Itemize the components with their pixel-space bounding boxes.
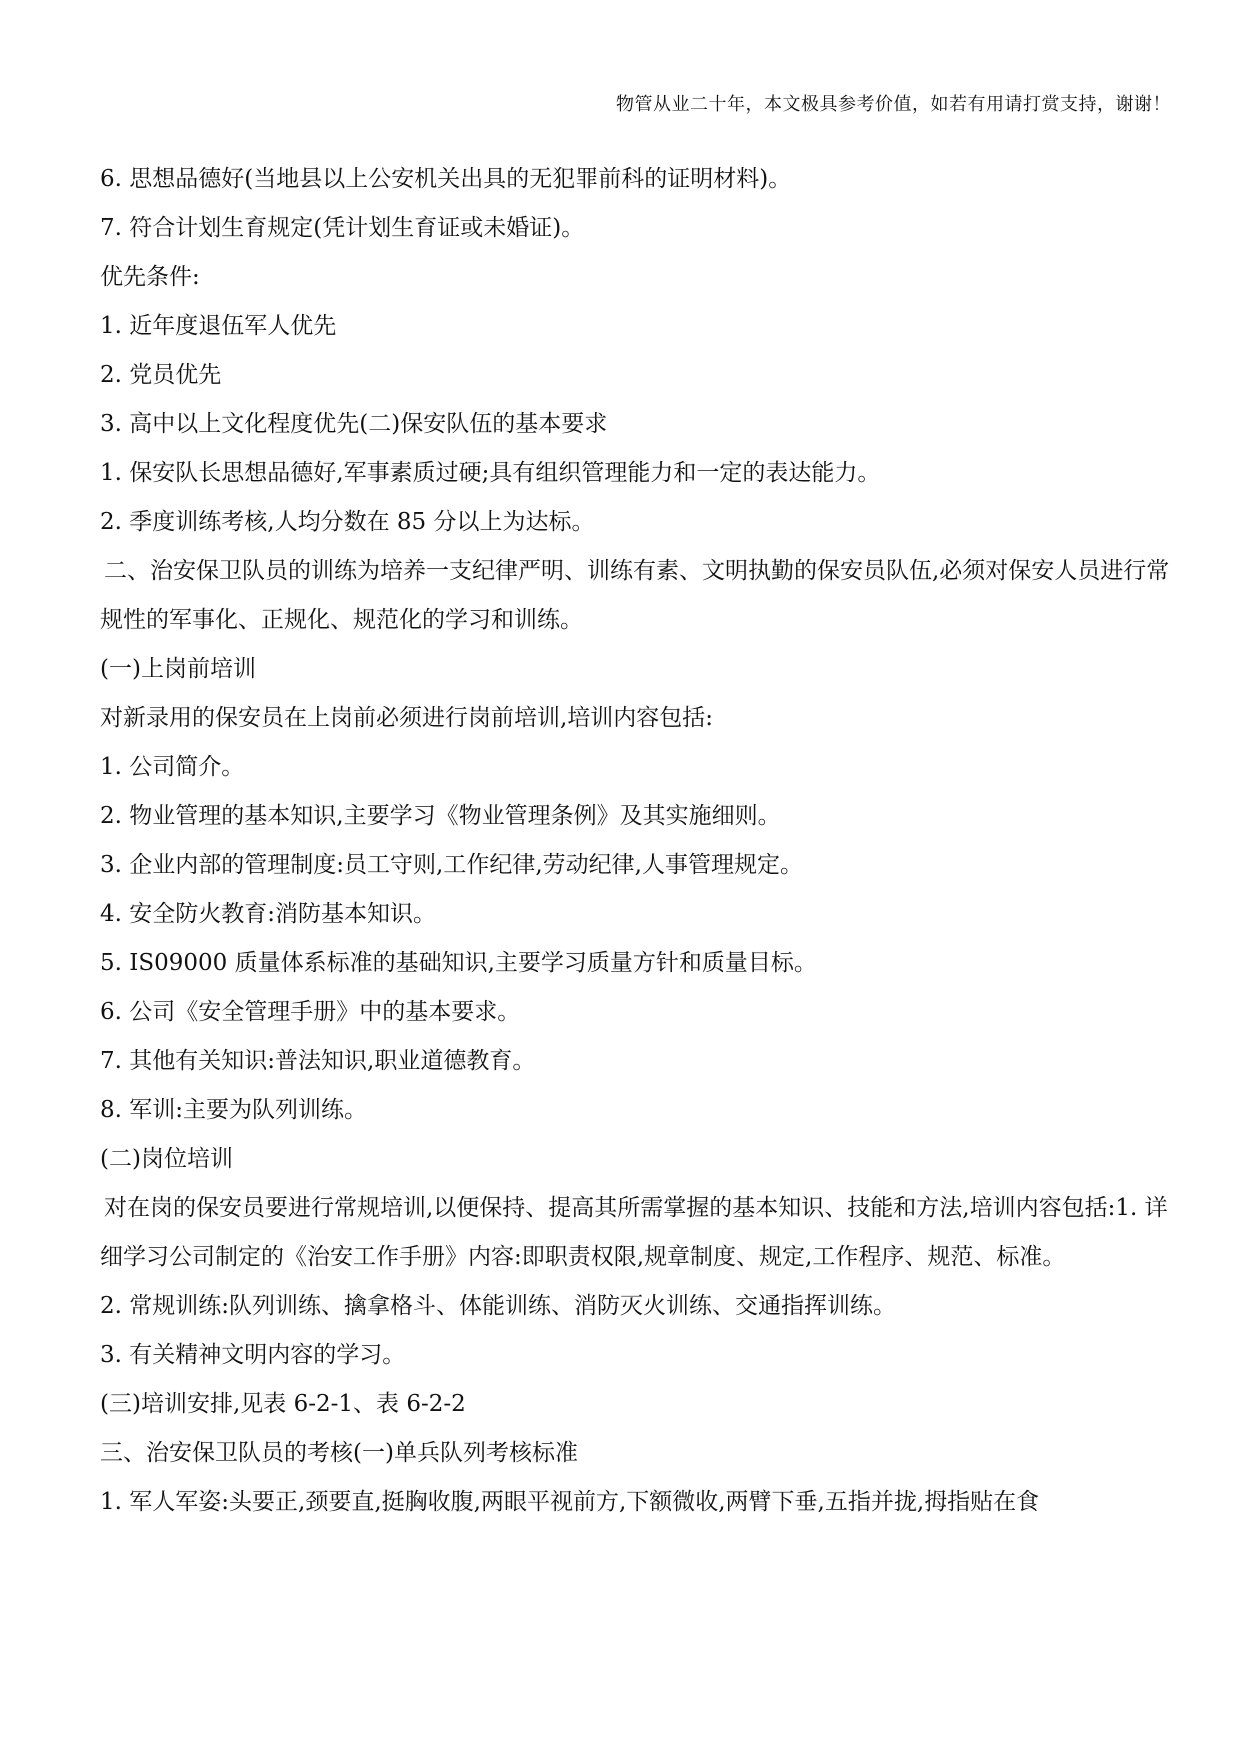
paragraph-team-req-1: 1. 保安队长思想品德好,军事素质过硬;具有组织管理能力和一定的表达能力。 — [100, 460, 881, 486]
paragraph-on-job-3: 3. 有关精神文明内容的学习。 — [100, 1342, 406, 1368]
paragraph-pre-job-2: 2. 物业管理的基本知识,主要学习《物业管理条例》及其实施细则。 — [100, 803, 781, 829]
paragraph-pre-job-5: 5. IS09000 质量体系标准的基础知识,主要学习质量方针和质量目标。 — [100, 950, 817, 976]
paragraph-on-job-2: 2. 常规训练:队列训练、擒拿格斗、体能训练、消防灭火训练、交通指挥训练。 — [100, 1293, 897, 1319]
paragraph-pre-job-3: 3. 企业内部的管理制度:员工守则,工作纪律,劳动纪律,人事管理规定。 — [100, 852, 803, 878]
paragraph-pre-job-6: 6. 公司《安全管理手册》中的基本要求。 — [100, 999, 521, 1025]
paragraph-section-3-heading: 三、治安保卫队员的考核(一)单兵队列考核标准 — [100, 1440, 578, 1466]
paragraph-priority-1: 1. 近年度退伍军人优先 — [100, 313, 337, 339]
paragraph-on-job-intro: 对在岗的保安员要进行常规培训,以便保持、提高其所需掌握的基本知识、技能和方法,培训内容包括:1. 详细学习公司制定的《治安工作手册》内容:即职责权限,规章制度、规定,工作程序、规范、标准。 — [100, 1195, 1168, 1270]
document-body — [100, 155, 1170, 1527]
paragraph-pre-job-1: 1. 公司简介。 — [100, 754, 245, 780]
paragraph-requirement-6: 6. 思想品德好(当地县以上公安机关出具的无犯罪前科的证明材料)。 — [100, 166, 792, 192]
paragraph-pre-job-heading: (一)上岗前培训 — [100, 656, 256, 682]
paragraph-pre-job-intro: 对新录用的保安员在上岗前必须进行岗前培训,培训内容包括: — [100, 705, 714, 731]
paragraph-pre-job-7: 7. 其他有关知识:普法知识,职业道德教育。 — [100, 1048, 536, 1074]
paragraph-pre-job-4: 4. 安全防火教育:消防基本知识。 — [100, 901, 437, 927]
paragraph-pre-job-8: 8. 军训:主要为队列训练。 — [100, 1097, 368, 1123]
paragraph-on-job-heading: (二)岗位培训 — [100, 1146, 233, 1172]
paragraph-team-req-2: 2. 季度训练考核,人均分数在 85 分以上为达标。 — [100, 509, 595, 535]
paragraph-priority-3: 3. 高中以上文化程度优先(二)保安队伍的基本要求 — [100, 411, 608, 437]
paragraph-section-2-intro: 二、治安保卫队员的训练为培养一支纪律严明、训练有素、文明执勤的保安员队伍,必须对保安人员进行常规性的军事化、正规化、规范化的学习和训练。 — [100, 558, 1170, 633]
paragraph-posture-1: 1. 军人军姿:头要正,颈要直,挺胸收腹,两眼平视前方,下额微收,两臂下垂,五指并拢,拇指贴在食 — [100, 1489, 1040, 1515]
paragraph-training-schedule: (三)培训安排,见表 6-2-1、表 6-2-2 — [100, 1391, 466, 1417]
paragraph-priority-heading: 优先条件: — [100, 264, 200, 290]
header-note: 物管从业二十年，本文极具参考价值，如若有用请打赏支持，谢谢！ — [616, 94, 1171, 115]
paragraph-priority-2: 2. 党员优先 — [100, 362, 222, 388]
paragraph-requirement-7: 7. 符合计划生育规定(凭计划生育证或未婚证)。 — [100, 215, 585, 241]
